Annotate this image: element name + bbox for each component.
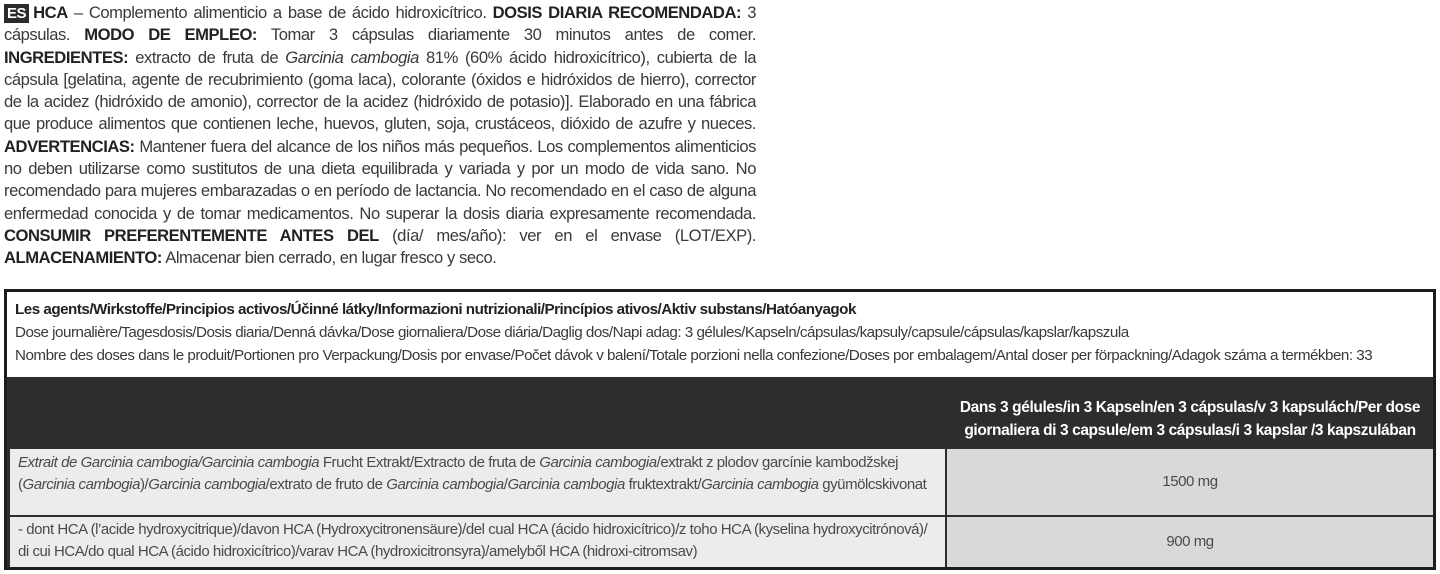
row1-part: /extrato de fruto de [265, 476, 387, 493]
row1-part: fruktextrakt/ [624, 476, 702, 493]
table-row-garcinia-description [10, 449, 945, 515]
ingredients-species: Garcinia cambogia [285, 47, 419, 67]
table-row-hca-value: 900 mg [947, 517, 1433, 567]
row1-part: / [503, 476, 508, 493]
ingredients-text-a: extracto de fruta de [128, 47, 286, 67]
row1-part: Garcinia cambogia [22, 476, 140, 493]
row1-part: )/ [139, 476, 149, 493]
usage-heading: MODO DE EMPLEO: [84, 25, 257, 45]
row1-part: Extrait de Garcinia cambogia/Garcinia cambogia [18, 454, 320, 471]
nutrition-grid [7, 377, 1433, 567]
row1-part: /extrakt z plodov garcínie kambodžskej ( [18, 454, 899, 493]
nutrition-table [4, 289, 1436, 570]
nutrition-header [15, 298, 1425, 367]
nutrition-title: Les agents/Wirkstoffe/Principios activos/Účinné látky/Informazioni nutrizionali/Princípios ativos/Aktiv substans/Hatóanyagok [15, 301, 856, 318]
row1-part: Garcinia cambogia [701, 476, 819, 493]
best-before-text: (día/ mes/año): ver en el envase (LOT/EXP). [378, 225, 757, 245]
daily-dose-line: Dose journalière/Tagesdosis/Dosis diaria/Denná dávka/Dose giornaliera/Dose diária/Daglig dos/Napi adag: 3 gélules/Kapseln/cápsulas/kapsuly/capsule/cápsulas/kapslar/kapszula [15, 324, 1129, 341]
ingredients-heading: INGREDIENTES: [4, 47, 129, 67]
warnings-heading: ADVERTENCIAS: [4, 136, 135, 156]
row1-part: Garcinia cambogia [539, 454, 657, 471]
product-intro: – Complemento alimenticio a base de ácido hidroxicítrico. [67, 3, 493, 22]
row1-part: Frucht Extrakt/Extracto de fruta de [319, 454, 540, 471]
row1-part: gyümölcskivonat [818, 476, 927, 493]
best-before-heading: CONSUMIR PREFERENTEMENTE ANTES DEL [4, 225, 379, 245]
product-label-text [4, 2, 756, 270]
warnings-text: Mantener fuera del alcance de los niños más pequeños. Los complementos alimenticios no deben utilizarse como sustitutos de una dieta equilibrada y variada y por un modo de vida sano. No recomendado para mujeres embarazadas o en período de lactancia. No recomendado en el caso de alguna enfermedad conocida y de tomar medicamentos. No superar la dosis diaria expresamente recomendada. [4, 136, 756, 223]
servings-line: Nombre des doses dans le produit/Portionen pro Verpackung/Dosis por envase/Počet dávok v balení/Totale porzioni nella confezione/Doses por embalagem/Antal doser per förpackning/Adagok száma a termékben: 33 [15, 347, 1373, 364]
ingredients-text-b: 81% (60% ácido hidroxicítrico), cubierta de la cápsula [gelatina, agente de recubrimiento (goma laca), colorante (óxidos e hidróxidos de hierro), corrector de la acidez (hidróxido de amonio), corrector de la acidez (hidróxido de potasio)]. Elaborado en una fábrica que produce alimentos que contienen leche, huevos, gluten, soja, crustáceos, dióxido de azufre y nueces. [4, 47, 757, 134]
usage-text: Tomar 3 cápsulas diariamente 30 minutos antes de comer. [257, 25, 756, 45]
row1-part: Garcinia cambogia [148, 476, 266, 493]
dose-heading: DOSIS DIARIA RECOMENDADA: [492, 3, 742, 22]
language-badge: ES [4, 4, 29, 23]
product-name: HCA [33, 3, 68, 22]
dose-text: 3 cápsulas. [4, 3, 756, 45]
row1-part: Garcinia cambogia [386, 476, 504, 493]
amount-column-header: Dans 3 gélules/in 3 Kapseln/en 3 cápsulas/v 3 kapsulách/Per dose giornaliera di 3 capsule/em 3 cápsulas/i 3 kapslar /3 kapszulában [959, 399, 1421, 439]
storage-heading: ALMACENAMIENTO: [4, 248, 162, 268]
row1-part: Garcinia cambogia [507, 476, 625, 493]
table-row-hca-description: - dont HCA (l’acide hydroxycitrique)/davon HCA (Hydroxycitronensäure)/del cual HCA (ácido hidroxicítrico)/z toho HCA (kyselina hydroxycitrónová)/ di cui HCA/do qual HCA (ácido hidroxicítrico)/varav HCA (hydroxicitronsyra)/amelyből HCA (hidroxi-citromsav) [10, 517, 945, 567]
table-row-garcinia-value: 1500 mg [947, 449, 1433, 515]
storage-text: Almacenar bien cerrado, en lugar fresco y seco. [161, 248, 497, 268]
